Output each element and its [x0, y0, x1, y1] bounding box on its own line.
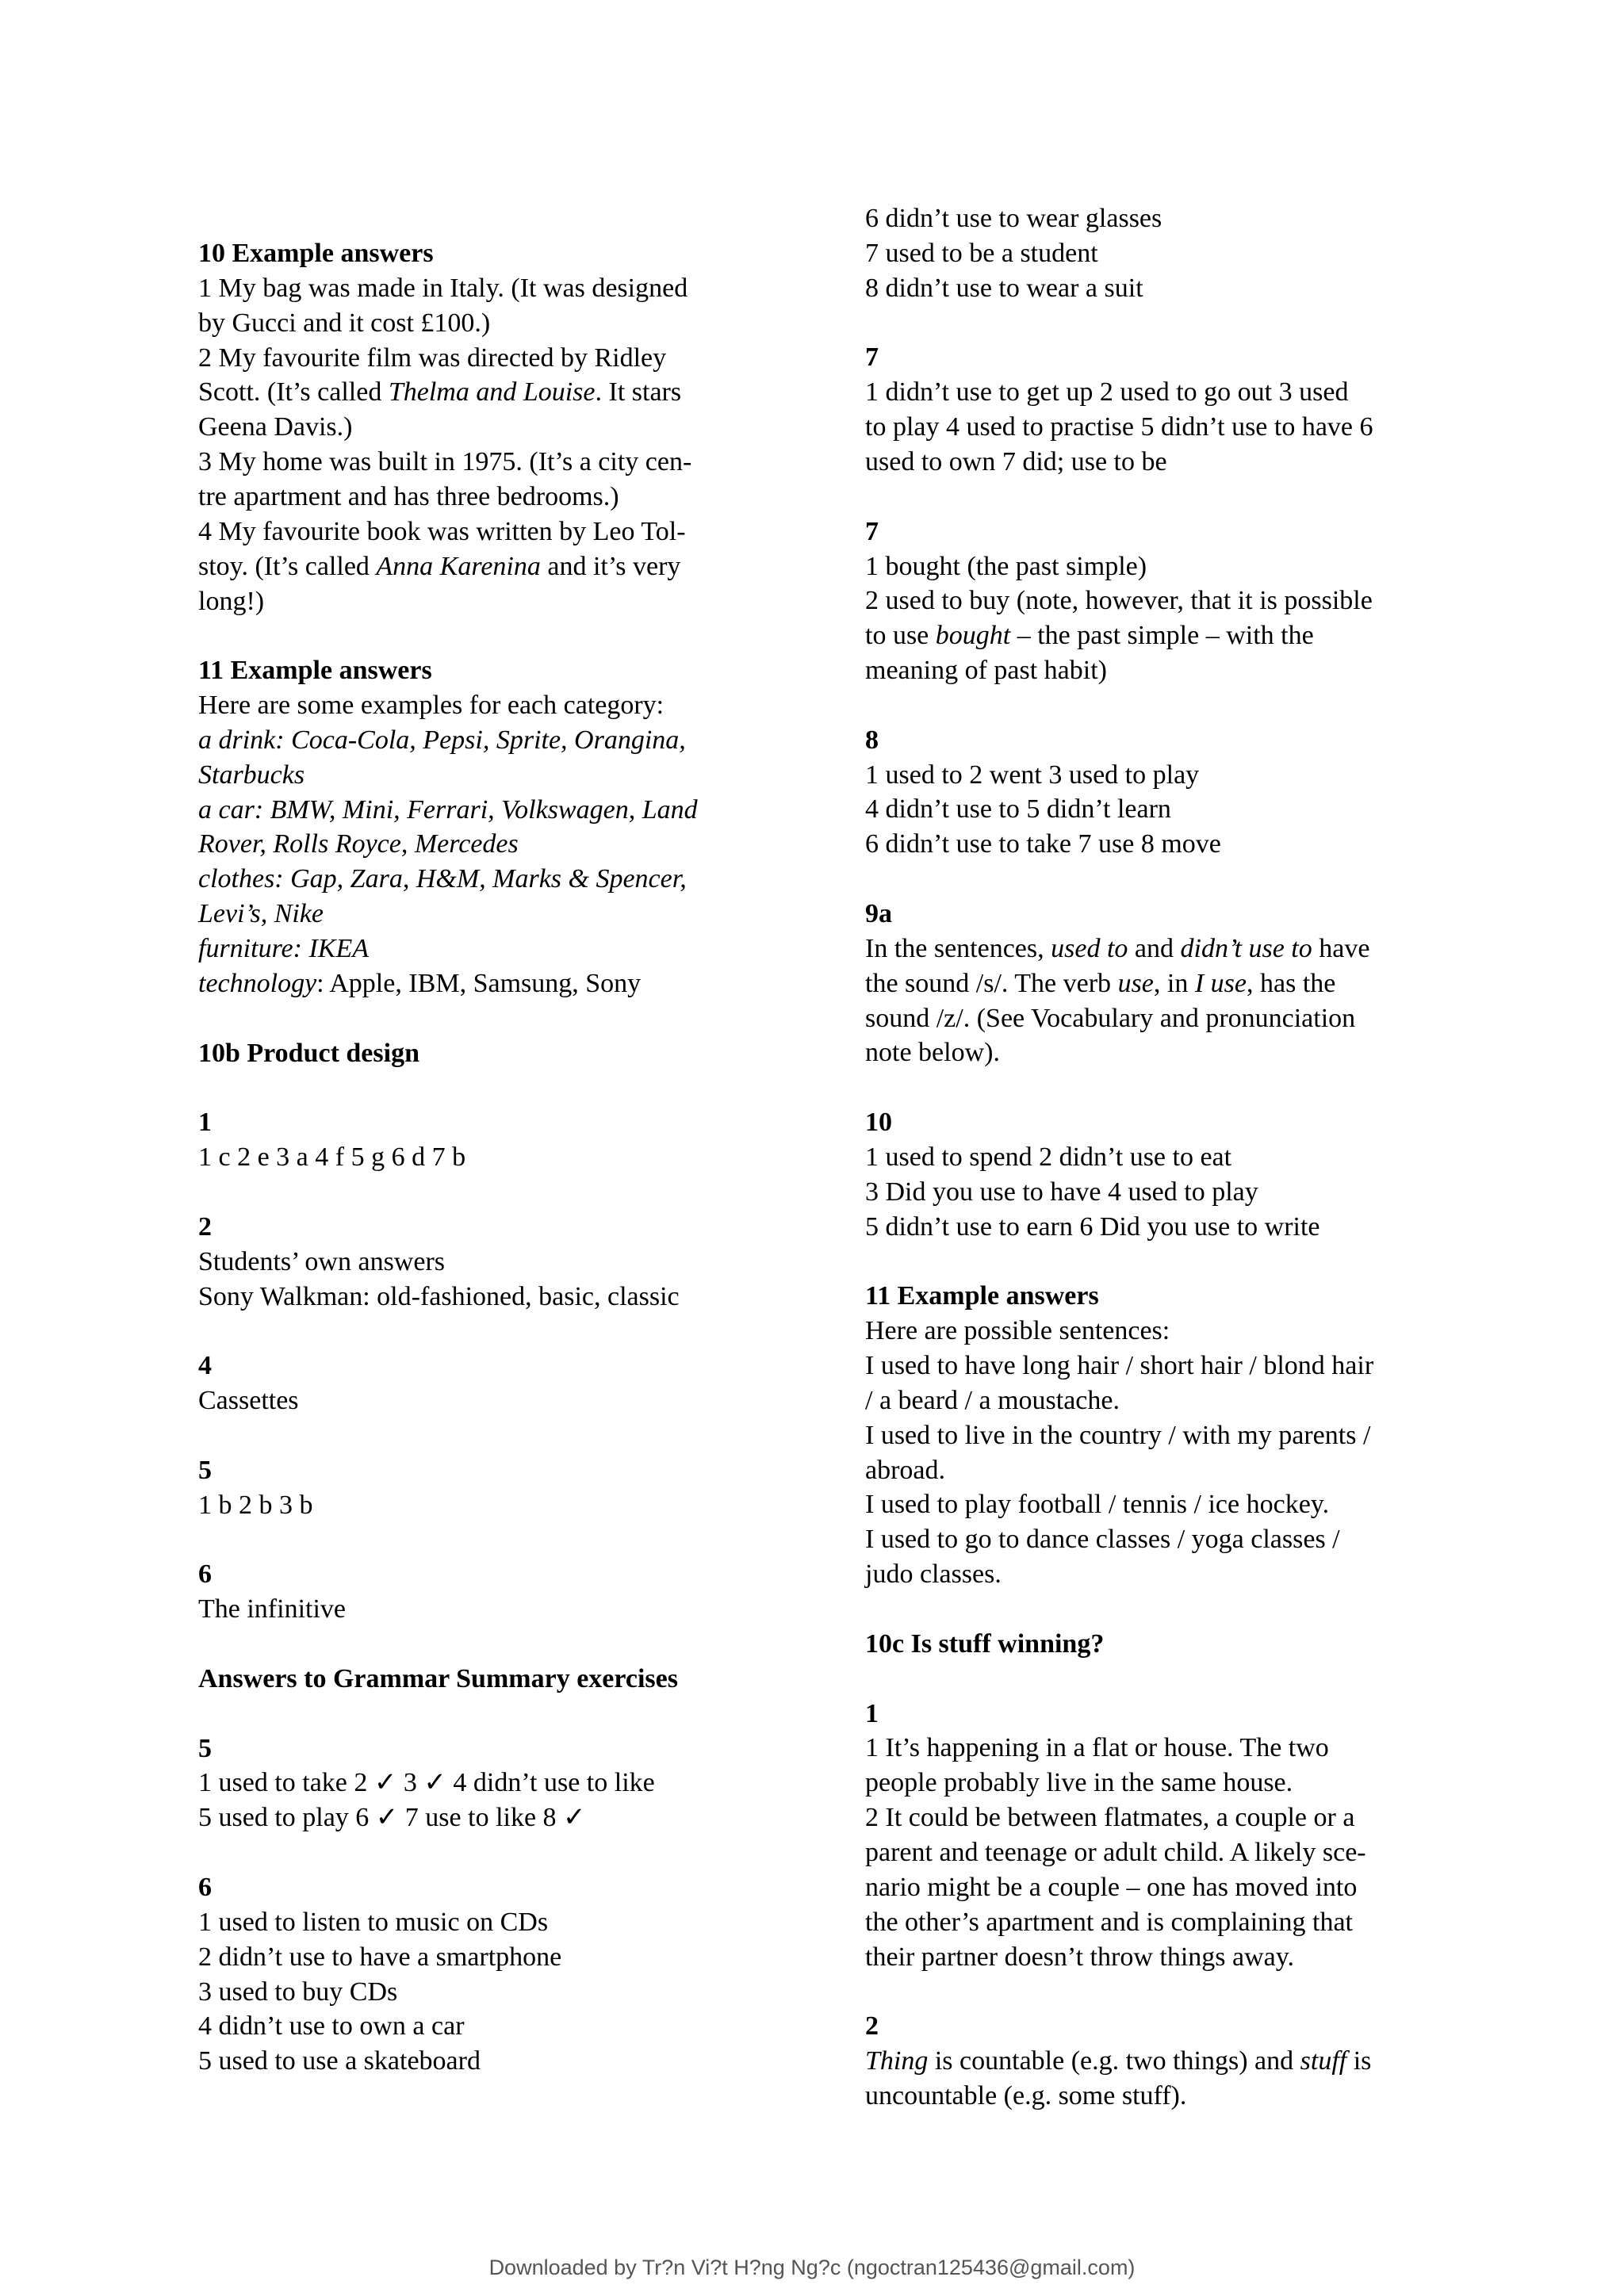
- text-run: stoy. (It’s called: [198, 551, 377, 581]
- answer-line: [865, 201, 1162, 236]
- text-run: 5 used to use a skateboard: [198, 2046, 481, 2076]
- text-run: people probably live in the same house.: [865, 1768, 1293, 1798]
- answer-line: [865, 1731, 1329, 1766]
- text-run: note below).: [865, 1038, 1000, 1068]
- section-heading: [865, 897, 892, 932]
- bold-text: 6: [198, 1872, 212, 1902]
- text-run: is countable (e.g. two things) and: [928, 2046, 1300, 2076]
- answer-line: [865, 1210, 1320, 1245]
- italic-text: Thelma and Louise: [388, 377, 596, 408]
- italic-text: Starbucks: [198, 760, 305, 790]
- answer-line: [198, 1592, 346, 1627]
- bold-text: 10 Example answers: [198, 239, 434, 268]
- answer-line: [198, 897, 324, 932]
- bold-text: 6: [198, 1559, 212, 1590]
- text-run: nario might be a couple – one has moved into: [865, 1872, 1358, 1902]
- answer-line: [865, 618, 1314, 653]
- answer-line: [198, 966, 641, 1001]
- text-run: 1 used to 2 went 3 used to play: [865, 760, 1200, 790]
- answer-line: [865, 827, 1221, 862]
- answer-line: [198, 1905, 548, 1940]
- answer-line: [198, 306, 490, 341]
- text-run: the other’s apartment and is complaining that: [865, 1907, 1353, 1937]
- answer-line: [865, 1766, 1293, 1800]
- section-heading: [198, 1036, 419, 1071]
- italic-text: Thing: [865, 2046, 929, 2076]
- text-run: parent and teenage or adult child. A likely sce-: [865, 1837, 1366, 1867]
- bold-text: 5: [198, 1455, 212, 1485]
- section-heading: [198, 1453, 212, 1488]
- answer-line: [198, 723, 686, 758]
- text-run: – the past simple – with the: [1010, 621, 1314, 651]
- text-run: 2 My favourite film was directed by Ridley: [198, 342, 667, 373]
- answer-line: [198, 480, 619, 515]
- text-run: 7 used to be a student: [865, 238, 1098, 268]
- text-run: to play 4 used to practise 5 didn’t use to have 6: [865, 412, 1373, 442]
- italic-text: use: [1117, 968, 1154, 998]
- text-run: the sound /s/. The verb: [865, 968, 1118, 998]
- answer-line: [865, 1349, 1373, 1383]
- answer-line: [865, 1418, 1370, 1453]
- text-run: their partner doesn’t throw things away.: [865, 1942, 1295, 1972]
- text-run: 1 used to spend 2 didn’t use to eat: [865, 1142, 1232, 1172]
- text-run: 1 My bag was made in Italy. (It was designed: [198, 273, 688, 303]
- bold-text: 1: [198, 1108, 212, 1138]
- answer-line: [198, 271, 688, 306]
- answer-line: [198, 2044, 481, 2079]
- answer-line: [865, 584, 1373, 618]
- answer-line: [198, 445, 691, 480]
- bold-text: 9a: [865, 899, 892, 928]
- text-run: 1 b 2 b 3 b: [198, 1490, 313, 1520]
- text-run: 8 didn’t use to wear a suit: [865, 273, 1143, 303]
- text-run: uncountable (e.g. some stuff).: [865, 2080, 1187, 2110]
- bold-text: 8: [865, 725, 879, 755]
- text-run: 1 didn’t use to get up 2 used to go out 3 used: [865, 377, 1349, 408]
- section-heading: [198, 1349, 212, 1383]
- bold-text: 1: [865, 1698, 879, 1728]
- text-run: Here are possible sentences:: [865, 1316, 1170, 1346]
- italic-text: didn’t use to: [1180, 933, 1312, 963]
- answer-line: [198, 1975, 397, 2010]
- text-run: 6 didn’t use to wear glasses: [865, 204, 1162, 233]
- text-run: to use: [865, 621, 936, 651]
- italic-text: furniture: IKEA: [198, 934, 369, 963]
- answer-line: [198, 688, 664, 723]
- text-run: have: [1312, 933, 1370, 963]
- text-run: by Gucci and it cost £100.): [198, 308, 491, 338]
- answer-line: [198, 932, 369, 966]
- text-run: Here are some examples for each category:: [198, 691, 665, 721]
- answer-line: [198, 549, 680, 584]
- text-run: 2 didn’t use to have a smartphone: [198, 1942, 562, 1972]
- bold-text: 10: [865, 1108, 892, 1138]
- answer-line: [865, 1035, 1000, 1070]
- italic-text: Anna Karenina: [376, 551, 541, 581]
- answer-line: [865, 1835, 1366, 1870]
- text-run: , has the: [1247, 968, 1336, 998]
- bold-text: 7: [865, 342, 879, 373]
- text-run: judo classes.: [865, 1559, 1002, 1590]
- answer-line: [198, 758, 304, 793]
- answer-line: [198, 793, 698, 828]
- text-run: 3 used to buy CDs: [198, 1976, 398, 2007]
- answer-line: [865, 932, 1369, 966]
- text-run: Geena Davis.): [198, 412, 353, 442]
- answer-line: [865, 236, 1098, 271]
- bold-text: 2: [865, 2011, 879, 2042]
- answer-line: [198, 584, 264, 619]
- text-run: / a beard / a moustache.: [865, 1385, 1120, 1415]
- text-run: I used to live in the country / with my parents /: [865, 1420, 1371, 1450]
- answer-line: [865, 1905, 1353, 1940]
- answer-line: [865, 375, 1348, 410]
- answer-line: [865, 1175, 1258, 1210]
- answer-line: [198, 375, 681, 410]
- answer-line: [865, 2044, 1371, 2079]
- text-run: 4 didn’t use to own a car: [198, 2011, 465, 2042]
- italic-text: clothes: Gap, Zara, H&M, Marks & Spencer,: [198, 864, 687, 894]
- bold-text: 10c Is stuff winning?: [865, 1628, 1105, 1659]
- bold-text: 2: [198, 1211, 212, 1242]
- italic-text: stuff: [1300, 2046, 1347, 2076]
- text-run: 1 It’s happening in a flat or house. The two: [865, 1733, 1329, 1763]
- section-heading: [865, 340, 879, 375]
- text-run: 1 c 2 e 3 a 4 f 5 g 6 d 7 b: [198, 1142, 466, 1173]
- text-run: 5 didn’t use to earn 6 Did you use to write: [865, 1211, 1320, 1242]
- text-run: and it’s very: [540, 551, 681, 581]
- answer-line: [865, 1940, 1294, 1975]
- text-run: 1 bought (the past simple): [865, 551, 1147, 581]
- text-run: and: [1128, 933, 1181, 963]
- text-run: long!): [198, 586, 265, 616]
- bold-text: 11 Example answers: [198, 656, 432, 686]
- text-run: 5 used to play 6 ✓ 7 use to like 8 ✓: [198, 1803, 586, 1833]
- answer-line: [865, 1383, 1120, 1418]
- answer-line: [865, 792, 1171, 827]
- text-run: 4 My favourite book was written by Leo Tol-: [198, 516, 686, 546]
- section-heading: [865, 1697, 879, 1732]
- answer-line: [198, 1245, 445, 1280]
- answer-line: [865, 2079, 1186, 2114]
- answer-line: [198, 1140, 465, 1175]
- answer-line: [865, 1557, 1002, 1592]
- section-heading: [865, 515, 879, 549]
- text-run: 6 didn’t use to take 7 use 8 move: [865, 829, 1221, 859]
- answer-line: [198, 862, 687, 897]
- text-run: used to own 7 did; use to be: [865, 446, 1167, 476]
- section-heading: [865, 723, 879, 758]
- text-run: : Apple, IBM, Samsung, Sony: [316, 968, 642, 998]
- answer-line: [865, 1487, 1329, 1522]
- section-heading: [865, 1279, 1099, 1314]
- section-heading: [865, 1627, 1104, 1662]
- text-run: is: [1346, 2046, 1372, 2076]
- text-run: 3 Did you use to have 4 used to play: [865, 1177, 1258, 1207]
- text-run: 1 used to take 2 ✓ 3 ✓ 4 didn’t use to like: [198, 1768, 655, 1798]
- section-heading: [865, 1105, 892, 1140]
- bold-text: Answers to Grammar Summary exercises: [198, 1663, 678, 1693]
- answer-line: [865, 445, 1167, 480]
- text-run: Cassettes: [198, 1386, 299, 1416]
- text-run: 1 used to listen to music on CDs: [198, 1907, 549, 1937]
- answer-line: [865, 410, 1373, 445]
- answer-line: [865, 1140, 1231, 1175]
- section-heading: [198, 1662, 678, 1697]
- answer-line: [865, 1800, 1354, 1835]
- answer-line: [198, 1766, 655, 1800]
- answer-line: [865, 271, 1143, 306]
- text-run: , in: [1153, 968, 1195, 998]
- italic-text: used to: [1051, 933, 1128, 963]
- text-run: The infinitive: [198, 1594, 347, 1624]
- text-run: 2 It could be between flatmates, a couple or a: [865, 1803, 1355, 1833]
- italic-text: technology: [198, 968, 317, 998]
- italic-text: Levi’s, Nike: [198, 899, 324, 929]
- text-run: meaning of past habit): [865, 656, 1107, 686]
- answer-line: [865, 1001, 1355, 1036]
- text-run: . It stars: [595, 377, 682, 408]
- text-run: 3 My home was built in 1975. (It’s a city cen-: [198, 447, 692, 477]
- bold-text: 5: [198, 1733, 212, 1763]
- section-heading: [198, 1210, 212, 1245]
- answer-line: [198, 1280, 680, 1314]
- section-heading: [198, 1732, 212, 1766]
- answer-line: [198, 1488, 313, 1523]
- text-run: sound /z/. (See Vocabulary and pronunciation: [865, 1003, 1356, 1033]
- answer-line: [865, 758, 1199, 793]
- answer-line: [865, 966, 1335, 1001]
- italic-text: a car: BMW, Mini, Ferrari, Volkswagen, Land: [198, 794, 698, 825]
- text-run: I used to go to dance classes / yoga classes /: [865, 1525, 1340, 1555]
- text-run: I used to play football / tennis / ice hockey.: [865, 1490, 1330, 1520]
- italic-text: a drink: Coca-Cola, Pepsi, Sprite, Orangina,: [198, 725, 686, 755]
- answer-line: [198, 1940, 561, 1975]
- answer-line: [865, 1453, 945, 1488]
- text-run: I used to have long hair / short hair / blond hair: [865, 1351, 1374, 1381]
- answer-line: [865, 1314, 1170, 1349]
- bold-text: 7: [865, 516, 879, 546]
- answer-line: [198, 1383, 299, 1418]
- answer-line: [198, 1800, 586, 1835]
- bold-text: 10b Product design: [198, 1038, 419, 1068]
- section-heading: [198, 236, 434, 271]
- answer-line: [865, 1870, 1357, 1905]
- answer-line: [198, 341, 666, 376]
- section-heading: [198, 1557, 212, 1592]
- text-run: 2 used to buy (note, however, that it is possible: [865, 586, 1373, 616]
- italic-text: I use: [1194, 968, 1247, 998]
- answer-line: [865, 549, 1147, 584]
- section-heading: [198, 1870, 212, 1905]
- download-footer: Downloaded by Tr?n Vi?t H?ng Ng?c (ngoctran125436@gmail.com): [488, 2256, 1136, 2279]
- answer-line: [198, 2009, 465, 2044]
- italic-text: bought: [935, 621, 1011, 651]
- section-heading: [865, 2009, 879, 2044]
- answer-line: [198, 515, 686, 549]
- section-heading: [198, 1105, 212, 1140]
- bold-text: 4: [198, 1351, 212, 1381]
- text-run: tre apartment and has three bedrooms.): [198, 481, 619, 511]
- answer-line: [865, 1522, 1340, 1557]
- bold-text: 11 Example answers: [865, 1281, 1099, 1311]
- answer-line: [198, 827, 519, 862]
- text-run: 4 didn’t use to 5 didn’t learn: [865, 794, 1171, 825]
- text-run: Students’ own answers: [198, 1246, 445, 1276]
- text-run: In the sentences,: [865, 933, 1051, 963]
- section-heading: [198, 653, 432, 688]
- italic-text: Rover, Rolls Royce, Mercedes: [198, 829, 519, 859]
- answer-line: [198, 410, 352, 445]
- text-run: abroad.: [865, 1455, 946, 1485]
- text-run: Sony Walkman: old-fashioned, basic, classic: [198, 1281, 680, 1311]
- text-run: Scott. (It’s called: [198, 377, 389, 408]
- answer-line: [865, 653, 1107, 688]
